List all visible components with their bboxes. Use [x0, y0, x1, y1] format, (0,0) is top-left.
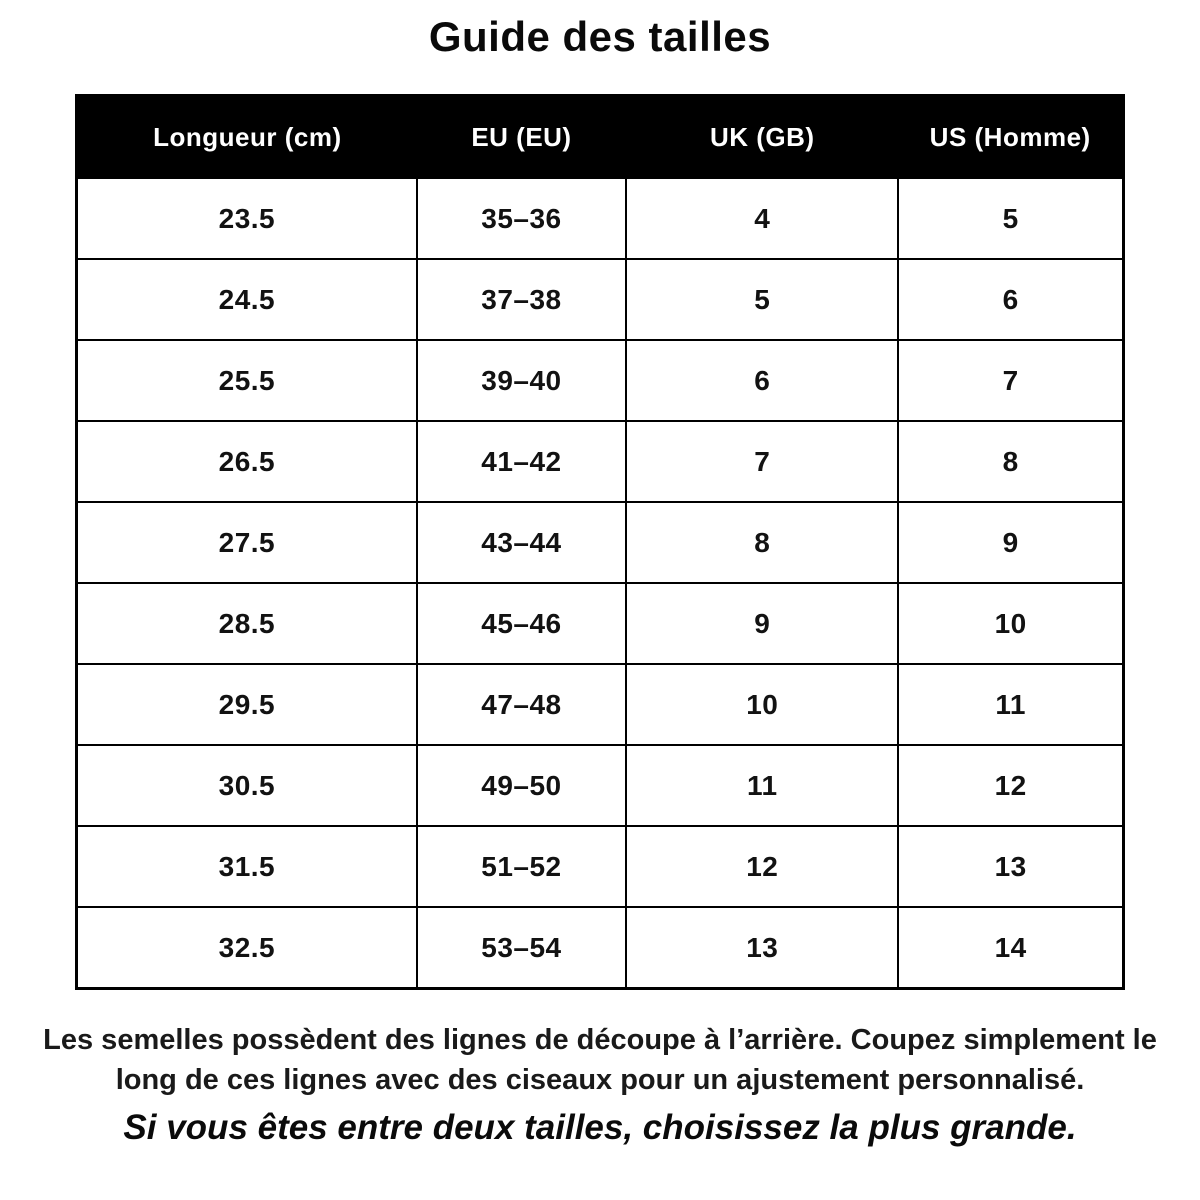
- table-cell: 24.5: [77, 259, 417, 340]
- table-cell: 13: [626, 907, 898, 989]
- column-header: UK (GB): [626, 96, 898, 179]
- table-cell: 7: [626, 421, 898, 502]
- footer-note: Les semelles possèdent des lignes de découpe à l’arrière. Coupez simplement le long de ces lignes avec des ciseaux pour un ajustement personnalisé.: [43, 1024, 1157, 1096]
- table-row: [77, 745, 1124, 826]
- table-row: [77, 907, 1124, 989]
- table-cell: 11: [626, 745, 898, 826]
- table-cell: 6: [626, 340, 898, 421]
- column-header: Longueur (cm): [77, 96, 417, 179]
- table-cell: 31.5: [77, 826, 417, 907]
- column-header: EU (EU): [417, 96, 626, 179]
- table-cell: 5: [626, 259, 898, 340]
- table-cell: 41–42: [417, 421, 626, 502]
- table-cell: 4: [626, 178, 898, 259]
- table-cell: 32.5: [77, 907, 417, 989]
- table-body: [77, 178, 1124, 989]
- table-cell: 28.5: [77, 583, 417, 664]
- table-cell: 29.5: [77, 664, 417, 745]
- table-row: [77, 421, 1124, 502]
- page-title: Guide des tailles: [428, 13, 772, 60]
- column-header: US (Homme): [898, 96, 1123, 179]
- table-cell: 43–44: [417, 502, 626, 583]
- footer-emphasis: Si vous êtes entre deux tailles, choisissez la plus grande.: [123, 1108, 1077, 1147]
- table-row: [77, 340, 1124, 421]
- table-cell: 8: [898, 421, 1123, 502]
- table-cell: 12: [898, 745, 1123, 826]
- table-row: [77, 502, 1124, 583]
- table-cell: 35–36: [417, 178, 626, 259]
- table-cell: 51–52: [417, 826, 626, 907]
- table-cell: 23.5: [77, 178, 417, 259]
- table-cell: 53–54: [417, 907, 626, 989]
- table-cell: 9: [898, 502, 1123, 583]
- table-row: [77, 583, 1124, 664]
- table-cell: 26.5: [77, 421, 417, 502]
- table-row: [77, 664, 1124, 745]
- table-header-row: [77, 96, 1124, 179]
- table-cell: 37–38: [417, 259, 626, 340]
- table-cell: 10: [898, 583, 1123, 664]
- table-cell: 39–40: [417, 340, 626, 421]
- table-cell: 7: [898, 340, 1123, 421]
- table-cell: 27.5: [77, 502, 417, 583]
- table-cell: 25.5: [77, 340, 417, 421]
- table-row: [77, 178, 1124, 259]
- size-guide-table: [75, 94, 1125, 990]
- table-cell: 30.5: [77, 745, 417, 826]
- table-cell: 6: [898, 259, 1123, 340]
- table-cell: 13: [898, 826, 1123, 907]
- table-cell: 47–48: [417, 664, 626, 745]
- table-cell: 49–50: [417, 745, 626, 826]
- table-cell: 11: [898, 664, 1123, 745]
- table-row: [77, 826, 1124, 907]
- table-cell: 10: [626, 664, 898, 745]
- table-cell: 45–46: [417, 583, 626, 664]
- table-cell: 9: [626, 583, 898, 664]
- table-cell: 12: [626, 826, 898, 907]
- table-cell: 5: [898, 178, 1123, 259]
- table-row: [77, 259, 1124, 340]
- table-cell: 14: [898, 907, 1123, 989]
- table-cell: 8: [626, 502, 898, 583]
